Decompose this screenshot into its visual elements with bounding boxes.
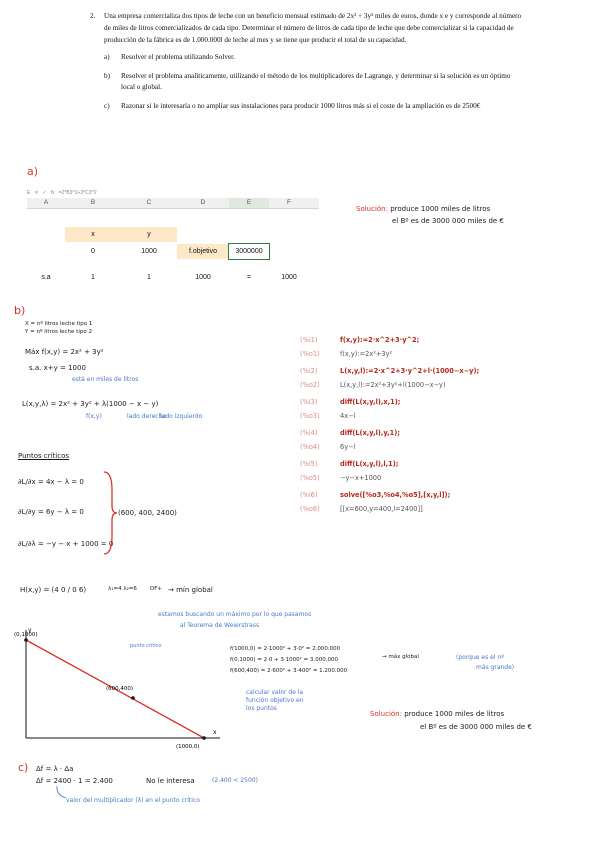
partial-x: ∂L/∂x = 4x − λ = 0	[18, 478, 84, 486]
maxima-input: f(x,y):=2·x^2+3·y^2;	[340, 336, 420, 344]
verdict: No le interesa	[146, 777, 195, 785]
cell[interactable]	[269, 244, 309, 259]
cell[interactable]: 1000	[281, 274, 297, 281]
cell[interactable]	[27, 227, 65, 242]
cancel-icon[interactable]: ✕	[34, 190, 39, 196]
maxima-session	[300, 333, 600, 519]
global-max-label: máx global	[388, 654, 419, 660]
maxima-tag: (%o2)	[300, 381, 320, 389]
column-header[interactable]: D	[200, 199, 206, 206]
point-mid	[131, 696, 135, 700]
maxima-output-line	[300, 378, 600, 392]
max-note-2: más grande)	[476, 664, 515, 671]
hessian-note-1: estamos buscando un máximo por lo que pasamos	[158, 611, 312, 618]
objective-function: Máx f(x,y) = 2x² + 3y²	[25, 348, 104, 356]
maxima-input: diff(L(x,y,l),l,1);	[340, 460, 399, 468]
hessian-eigenvalues: λ₁=4 λ₂=6	[108, 586, 137, 592]
solution-line: produce 1000 miles de litros	[404, 710, 505, 718]
cell[interactable]: y	[121, 227, 177, 242]
cell[interactable]: 1	[147, 274, 151, 281]
problem-items	[104, 52, 524, 112]
maxima-tag: (%i4)	[300, 429, 318, 437]
solution-label: Solución:	[356, 205, 388, 213]
problem-number: 2.	[90, 12, 96, 20]
point-mid-label: (600,400)	[106, 686, 134, 692]
function-evaluations	[230, 644, 347, 677]
feasible-region-graph	[14, 626, 224, 750]
column-header[interactable]: B	[90, 199, 96, 206]
problem-statement	[90, 10, 524, 120]
item-text: Resolver el problema analíticamente, utilizando el método de los multiplicadores de Lagrange, y determinar si la solución es un óptimo local o global.	[121, 72, 511, 91]
sheet-row	[27, 270, 319, 285]
cell[interactable]	[269, 227, 309, 242]
hessian-note-2: al Teorema de Weierstrass	[180, 622, 260, 629]
y-axis-label: y	[28, 627, 32, 634]
maxima-output: 4x−l	[340, 412, 356, 420]
formula-text[interactable]: =2*B3^2+3*C3^2	[58, 190, 97, 196]
critical-points-title: Puntos críticos	[18, 452, 70, 460]
lagrangian: L(x,y,λ) = 2x² + 3y² + λ(1000 − x − y)	[22, 400, 159, 408]
cell[interactable]: 0	[91, 248, 95, 255]
point-top-label: (0,1000)	[14, 632, 38, 638]
maxima-output-line	[300, 471, 600, 485]
maxima-input-line[interactable]	[300, 488, 600, 502]
evaluation-line: f(1000,0) = 2·1000² + 3·0² = 2.000.000	[230, 646, 341, 652]
evaluation-note-line: los puntos	[246, 705, 277, 712]
hessian-definiteness: DF+	[150, 586, 163, 592]
variable-definitions	[25, 320, 92, 336]
cell[interactable]: =	[246, 274, 252, 281]
cell[interactable]: 1000	[141, 248, 157, 255]
constraint-note: está en miles de litros	[72, 376, 139, 383]
lagrangian-note-lhs: lado izquierdo	[160, 413, 203, 420]
evaluation-note-line: función objetivo en	[246, 697, 304, 704]
critical-point-note: punto crítico	[130, 643, 162, 649]
definition-line: Y = nº litros leche tipo 2	[25, 329, 92, 335]
lagrangian-note-rhs: lado derecho	[127, 413, 167, 420]
hessian-result-text: mín global	[176, 586, 213, 594]
constraint: s.a. x+y = 1000	[29, 364, 86, 372]
column-headers	[27, 198, 319, 209]
sheet-row	[27, 227, 319, 242]
x-axis-label: x	[213, 729, 217, 736]
maxima-input: L(x,y,l):=2·x^2+3·y^2+l·(1000−x−y);	[340, 367, 480, 375]
sheet-row	[27, 244, 319, 259]
item-label: a)	[104, 53, 110, 61]
maxima-input-line[interactable]	[300, 395, 600, 409]
comparison: (2.400 < 2500)	[212, 777, 258, 784]
cell[interactable]: 1	[91, 274, 95, 281]
global-max: → máx global	[382, 654, 419, 660]
hessian-matrix: H(x,y) = (4 0 / 0 6)	[20, 586, 87, 594]
cell[interactable]: x	[65, 227, 121, 242]
maxima-output: −y−x+1000	[340, 474, 382, 482]
evaluation-note	[246, 689, 304, 713]
maxima-tag: (%o5)	[300, 474, 320, 482]
partial-y: ∂L/∂y = 6y − λ = 0	[18, 508, 84, 516]
point-bottom-label: (1000,0)	[176, 744, 200, 750]
spreadsheet	[27, 188, 319, 285]
problem-item	[104, 52, 524, 63]
hessian-result: → mín global	[168, 586, 213, 594]
formula-bar[interactable]	[27, 188, 319, 198]
maxima-tag: (%i3)	[300, 398, 318, 406]
sensitivity-calculation: Δf = 2400 · 1 = 2.400	[36, 777, 113, 785]
multiplier-note: valor del multiplicador (λ) en el punto crítico	[66, 797, 200, 804]
maxima-input: diff(L(x,y,l),y,1);	[340, 429, 400, 437]
problem-item	[104, 101, 524, 112]
solution-b	[370, 710, 504, 718]
column-header[interactable]: F	[287, 199, 291, 206]
problem-text: Una empresa comercializa dos tipos de leche con un beneficio mensual estimado de 2x² + 3y² miles de euros, donde x e y corresponde al número de miles de litros comercializados de cada tipo. Determinar el número de litros de cada tipo de leche que debe comercializar si la capacidad de producción de la fábrica es de 1.000.000l de leche al mes y se tiene que producir el total de su capacidad.	[104, 12, 522, 44]
critical-point: (600, 400, 2400)	[118, 509, 177, 517]
evaluation-line: f(0,1000) = 2·0 + 3·1000² = 3.000.000	[230, 657, 338, 663]
definition-line: X = nº litros leche tipo 1	[25, 321, 93, 327]
cell[interactable]: s.a	[41, 274, 51, 281]
column-header[interactable]: C	[146, 199, 152, 206]
cell[interactable]: 1000	[195, 274, 211, 281]
maxima-tag: (%i5)	[300, 460, 318, 468]
maxima-input-line[interactable]	[300, 364, 600, 378]
section-a-label: a)	[27, 165, 39, 178]
maxima-tag: (%i1)	[300, 336, 318, 344]
section-b-label: b)	[14, 304, 26, 317]
solution-line: produce 1000 miles de litros	[390, 205, 491, 213]
selected-cell[interactable]: 3000000	[229, 244, 269, 259]
lagrangian-note-f: f(x,y)	[86, 413, 102, 420]
item-label: b)	[104, 72, 110, 80]
maxima-output-line	[300, 440, 600, 454]
maxima-output-line	[300, 502, 600, 516]
maxima-tag: (%i6)	[300, 491, 318, 499]
maxima-output: f(x,y):=2x²+3y²	[340, 350, 393, 358]
maxima-input-line[interactable]	[300, 457, 600, 471]
maxima-tag: (%o4)	[300, 443, 320, 451]
maxima-output-line	[300, 347, 600, 361]
cell[interactable]	[229, 227, 269, 242]
item-text: Resolver el problema utilizando Solver.	[121, 53, 235, 61]
maxima-tag: (%i2)	[300, 367, 318, 375]
column-header[interactable]: E	[229, 198, 269, 208]
maxima-tag: (%o1)	[300, 350, 320, 358]
cell[interactable]: f.objetivo	[177, 244, 229, 259]
maxima-output: L(x,y,l):=2x²+3y²+l(1000−x−y)	[340, 381, 446, 389]
maxima-input-line[interactable]	[300, 333, 600, 347]
right-brace-icon	[100, 470, 120, 556]
problem-item	[104, 71, 524, 93]
sensitivity-formula: Δf = λ · Δa	[36, 765, 74, 773]
cell[interactable]	[177, 227, 229, 242]
maxima-input: diff(L(x,y,l),x,1);	[340, 398, 401, 406]
solution-a	[356, 205, 490, 213]
fx-label: fx	[50, 190, 55, 196]
maxima-tag: (%o6)	[300, 505, 320, 513]
confirm-icon[interactable]: ✓	[42, 190, 47, 196]
maxima-output: 6y−l	[340, 443, 356, 451]
cell-reference: E	[27, 190, 31, 196]
cell[interactable]	[27, 244, 65, 259]
maxima-output: [[x=600,y=400,l=2400]]	[340, 505, 423, 513]
point-top	[24, 638, 28, 642]
solution-label: Solución:	[370, 710, 402, 718]
partial-lambda: ∂L/∂λ = −y − x + 1000 = 0	[18, 540, 114, 548]
maxima-output-line	[300, 409, 600, 423]
maxima-input: solve([%o3,%o4,%o5],[x,y,l]);	[340, 491, 451, 499]
max-note-1: (porque es el nº	[456, 654, 505, 661]
item-text: Razonar si le interesaría o no ampliar sus instalaciones para producir 1000 litros más si el coste de la ampliación es de 2500€	[121, 102, 481, 110]
column-header[interactable]: A	[43, 199, 49, 206]
evaluation-line: f(600,400) = 2·600² + 3·400² = 1.200.000	[230, 668, 348, 674]
evaluation-note-line: calcular valor de la	[246, 689, 304, 696]
item-label: c)	[104, 102, 110, 110]
solution-b-line2: el Bº es de 3000 000 miles de €	[420, 723, 532, 731]
maxima-input-line[interactable]	[300, 426, 600, 440]
point-bottom	[202, 736, 206, 740]
maxima-tag: (%o3)	[300, 412, 320, 420]
section-c-label: c)	[18, 761, 29, 774]
solution-a-line2: el Bº es de 3000 000 miles de €	[392, 217, 504, 225]
